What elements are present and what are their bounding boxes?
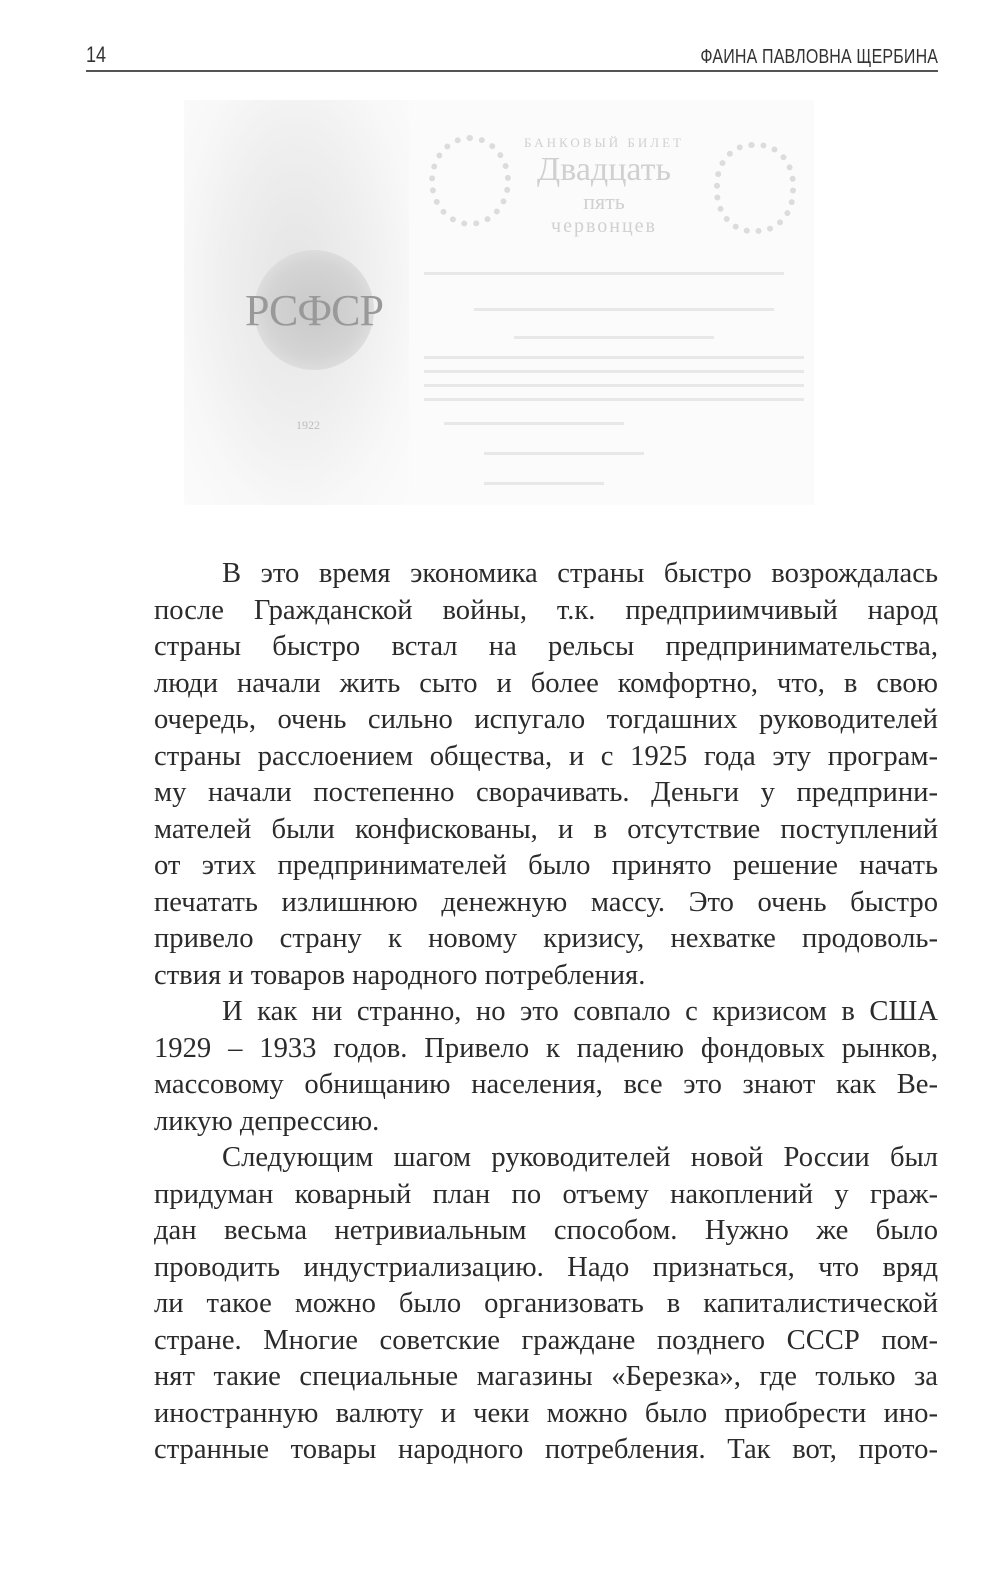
text-line: стране. Многие советские граждане позднего СССР пом- [154,1324,938,1356]
fine-print-line [514,336,714,339]
text-line: В это время экономика страны быстро возрождалась [222,558,938,589]
page-header [86,40,938,70]
text-line: ли такое можно было организовать в капиталистической [154,1288,938,1319]
text-line: придуман коварный план по отъему накоплений у граж- [154,1178,938,1210]
banknote-image [184,100,814,505]
fine-print-line [424,356,804,359]
denomination-line: пять [583,189,625,214]
denomination-text [514,135,694,238]
fine-print-line [484,452,644,455]
text-line: Следующим шагом руководителей новой России был [222,1142,938,1173]
text-line: люди начали жить сыто и более комфортно, что, в свою [154,667,938,699]
fine-print-line [424,272,784,275]
denomination-line: Двадцать [537,151,671,188]
rsfsr-seal [245,250,383,370]
denomination-line: БАНКОВЫЙ БИЛЕТ [523,135,684,150]
text-line: иностранную валюту и чеки можно было приобрести ино- [154,1397,938,1429]
text-line: страны расслоением общества, и с 1925 года эту програм- [154,740,938,772]
text-line: странные товары народного потребления. Так вот, прото- [154,1434,938,1465]
rosette-right-ornament [714,142,796,234]
text-line: ликую депрессию. [154,1105,380,1137]
fine-print-line [424,370,804,373]
paragraph [86,994,938,1140]
text-line: ствия и товаров народного потребления. [154,959,646,991]
banknote-year: 1922 [296,418,320,432]
text-line: 1929 – 1933 годов. Привело к падению фондовых рынков, [154,1032,938,1064]
text-line: после Гражданской войны, т.к. предприимчивый народ [154,594,938,626]
body-text [86,556,938,1469]
page-number: 14 [86,42,107,67]
text-line: очередь, очень сильно испугало тогдашних руководителей [154,704,938,735]
rosette-left-ornament [429,135,511,227]
text-line: страны быстро встал на рельсы предпринимательства, [154,631,938,662]
paragraph [86,556,938,994]
text-line: проводить индустриализацию. Надо признаться, что вряд [154,1251,938,1283]
text-line: нят такие специальные магазины «Березка», где только за [154,1361,938,1392]
text-line: от этих предпринимателей было принято решение начать [154,850,938,881]
fine-print-line [444,422,624,425]
text-line: печатать излишнюю денежную массу. Это очень быстро [154,886,938,918]
fine-print-line [474,308,774,311]
text-line: дан весьма нетривиальным способом. Нужно же было [154,1215,938,1246]
text-line: мателей были конфискованы, и в отсутствие поступлений [154,813,938,845]
running-title: ФАИНА ПАВЛОВНА ЩЕРБИНА [700,46,938,68]
header-rule [86,70,938,72]
denomination-line: червонцев [551,215,657,237]
text-line: И как ни странно, но это совпало с кризисом в США [222,996,938,1027]
fine-print-line [484,482,604,485]
seal-text: РСФСР [245,285,383,335]
fine-print-line [424,384,804,387]
text-line: привело страну к новому кризису, нехватке продоволь- [154,923,938,954]
fine-print-line [424,398,804,401]
paragraph [86,1140,938,1469]
text-line: му начали постепенно сворачивать. Деньги у предприни- [154,777,938,808]
text-line: массовому обнищанию населения, все это знают как Ве- [154,1069,938,1100]
